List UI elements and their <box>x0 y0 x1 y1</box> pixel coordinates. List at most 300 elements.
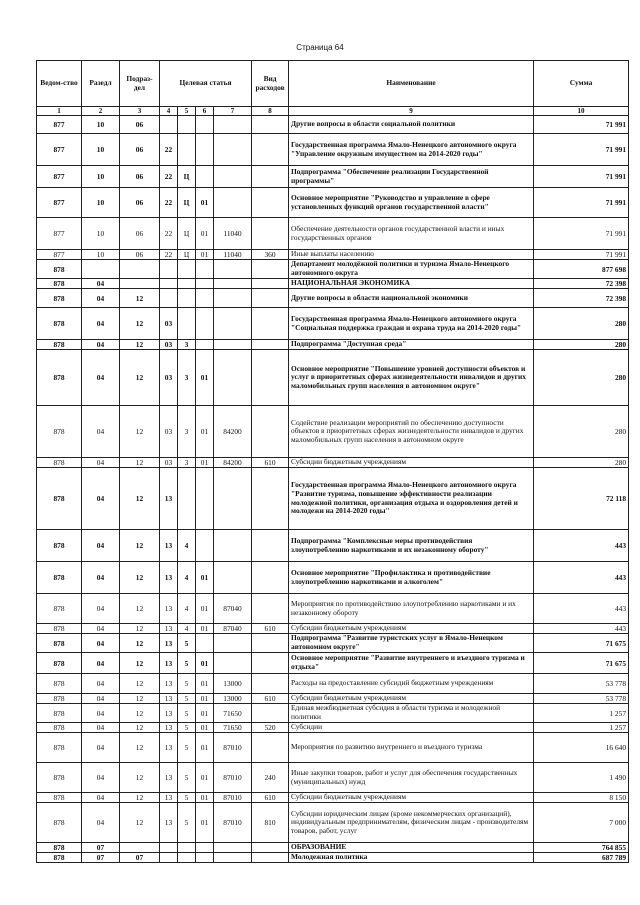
cell-sum: 280 <box>534 458 629 468</box>
cell-razdel: 04 <box>82 803 120 843</box>
cell-target-subprogram <box>178 134 196 166</box>
cell-target-direction <box>214 188 252 218</box>
column-number: 9 <box>289 107 534 116</box>
cell-name: ОБРАЗОВАНИЕ <box>289 843 534 853</box>
cell-razdel: 04 <box>82 468 120 530</box>
table-row <box>37 723 629 733</box>
table-row <box>37 733 629 763</box>
cell-name: Государственная программа Ямало-Ненецкого автономного округа "Социальная поддержка граждан и охрана труда на 2014-2020 годы" <box>289 308 534 340</box>
cell-vid-raskhodov: 810 <box>252 803 289 843</box>
cell-podrazdel: 12 <box>120 674 160 694</box>
cell-vedomstvo: 878 <box>37 803 82 843</box>
cell-sum: 7 000 <box>534 803 629 843</box>
cell-vid-raskhodov <box>252 634 289 653</box>
column-number: 1 <box>37 107 82 116</box>
cell-razdel: 04 <box>82 653 120 674</box>
cell-name: Другие вопросы в области социальной политики <box>289 116 534 134</box>
cell-target-direction: 13000 <box>214 674 252 694</box>
column-number: 6 <box>196 107 214 116</box>
cell-vedomstvo: 878 <box>37 704 82 723</box>
cell-name: Субсидии <box>289 723 534 733</box>
cell-sum: 71 675 <box>534 634 629 653</box>
cell-podrazdel: 06 <box>120 188 160 218</box>
cell-razdel: 10 <box>82 250 120 260</box>
cell-sum: 687 789 <box>534 853 629 863</box>
cell-podrazdel: 12 <box>120 723 160 733</box>
cell-sum: 1 490 <box>534 763 629 793</box>
cell-target-program: 22 <box>160 134 178 166</box>
table-row <box>37 350 629 406</box>
cell-target-program: 03 <box>160 458 178 468</box>
cell-vedomstvo: 878 <box>37 853 82 863</box>
cell-podrazdel: 06 <box>120 166 160 188</box>
cell-podrazdel: 12 <box>120 763 160 793</box>
cell-podrazdel: 12 <box>120 594 160 624</box>
cell-name: Основное мероприятие "Профилактика и противодействие злоупотреблению наркотиками и алкоголем" <box>289 562 534 594</box>
cell-target-event: 01 <box>196 188 214 218</box>
budget-table <box>36 60 629 863</box>
cell-podrazdel: 12 <box>120 803 160 843</box>
cell-target-subprogram: 5 <box>178 793 196 803</box>
cell-vedomstvo: 877 <box>37 134 82 166</box>
cell-razdel: 04 <box>82 763 120 793</box>
cell-sum: 877 698 <box>534 260 629 279</box>
cell-vid-raskhodov: 520 <box>252 723 289 733</box>
cell-podrazdel: 06 <box>120 218 160 250</box>
cell-sum: 72 398 <box>534 279 629 289</box>
cell-name: Субсидии юридическим лицам (кроме некоммерческих организаций), индивидуальным предпринимателям, физическим лицам - производителям товаров, работ, услуг <box>289 803 534 843</box>
cell-target-direction: 71650 <box>214 704 252 723</box>
cell-podrazdel: 12 <box>120 350 160 406</box>
cell-podrazdel: 12 <box>120 530 160 562</box>
header-target-article: Целевая статья <box>160 61 252 107</box>
table-row <box>37 704 629 723</box>
cell-target-direction <box>214 468 252 530</box>
cell-target-event: 01 <box>196 406 214 458</box>
cell-target-subprogram: 3 <box>178 406 196 458</box>
cell-name: Подпрограмма "Доступная среда" <box>289 340 534 350</box>
table-row <box>37 250 629 260</box>
cell-target-event: 01 <box>196 733 214 763</box>
cell-target-subprogram <box>178 468 196 530</box>
cell-target-direction: 84200 <box>214 406 252 458</box>
cell-target-direction: 84200 <box>214 458 252 468</box>
table-row <box>37 763 629 793</box>
table-row <box>37 308 629 340</box>
cell-target-event <box>196 134 214 166</box>
cell-target-subprogram: 5 <box>178 803 196 843</box>
cell-target-subprogram: 5 <box>178 763 196 793</box>
table-row <box>37 594 629 624</box>
cell-razdel: 04 <box>82 340 120 350</box>
cell-razdel: 04 <box>82 594 120 624</box>
cell-target-program <box>160 260 178 279</box>
cell-target-event: 01 <box>196 218 214 250</box>
cell-vedomstvo: 878 <box>37 289 82 308</box>
cell-target-event <box>196 468 214 530</box>
cell-vid-raskhodov: 360 <box>252 250 289 260</box>
cell-target-event <box>196 843 214 853</box>
cell-target-subprogram: 5 <box>178 694 196 704</box>
cell-target-direction <box>214 166 252 188</box>
cell-razdel: 07 <box>82 843 120 853</box>
cell-target-program: 13 <box>160 694 178 704</box>
cell-podrazdel <box>120 260 160 279</box>
cell-target-event <box>196 260 214 279</box>
cell-razdel: 10 <box>82 116 120 134</box>
cell-vedomstvo: 878 <box>37 458 82 468</box>
cell-vedomstvo: 878 <box>37 468 82 530</box>
cell-sum: 280 <box>534 340 629 350</box>
cell-vid-raskhodov <box>252 674 289 694</box>
cell-razdel: 04 <box>82 624 120 634</box>
cell-sum: 443 <box>534 530 629 562</box>
cell-vid-raskhodov <box>252 166 289 188</box>
cell-name: НАЦИОНАЛЬНАЯ ЭКОНОМИКА <box>289 279 534 289</box>
cell-target-program: 13 <box>160 562 178 594</box>
cell-target-event <box>196 279 214 289</box>
cell-target-direction <box>214 308 252 340</box>
cell-target-direction <box>214 653 252 674</box>
cell-target-subprogram: 3 <box>178 350 196 406</box>
cell-sum: 53 778 <box>534 674 629 694</box>
cell-sum: 443 <box>534 624 629 634</box>
page-number-label: Страница 64 <box>296 43 344 52</box>
cell-vedomstvo: 877 <box>37 188 82 218</box>
cell-razdel: 10 <box>82 218 120 250</box>
cell-sum: 71 991 <box>534 188 629 218</box>
cell-target-program <box>160 289 178 308</box>
cell-podrazdel: 12 <box>120 793 160 803</box>
cell-name: Расходы на предоставление субсидий бюджетным учреждениям <box>289 674 534 694</box>
cell-vid-raskhodov: 610 <box>252 793 289 803</box>
cell-target-direction: 87040 <box>214 594 252 624</box>
cell-name: Государственная программа Ямало-Ненецкого автономного округа "Развитие туризма, повышение эффективности реализации молодежной политики, организация отдыха и оздоровления детей и молодежи на 2014-2020 годы" <box>289 468 534 530</box>
cell-vedomstvo: 877 <box>37 166 82 188</box>
cell-vedomstvo: 878 <box>37 723 82 733</box>
table-row <box>37 166 629 188</box>
cell-target-direction: 87010 <box>214 733 252 763</box>
cell-vid-raskhodov <box>252 218 289 250</box>
cell-vid-raskhodov <box>252 562 289 594</box>
cell-podrazdel: 12 <box>120 340 160 350</box>
cell-vedomstvo: 877 <box>37 250 82 260</box>
cell-target-subprogram: Ц <box>178 188 196 218</box>
cell-vedomstvo: 877 <box>37 116 82 134</box>
cell-podrazdel <box>120 843 160 853</box>
cell-name: Основное мероприятие "Развитие внутреннего и въездного туризма и отдыха" <box>289 653 534 674</box>
cell-target-subprogram <box>178 116 196 134</box>
cell-razdel: 10 <box>82 166 120 188</box>
cell-podrazdel: 12 <box>120 624 160 634</box>
cell-target-event: 01 <box>196 674 214 694</box>
cell-name: Подпрограмма "Развитие туристских услуг в Ямало-Ненецком автономном округе" <box>289 634 534 653</box>
cell-razdel: 07 <box>82 853 120 863</box>
cell-target-direction: 71650 <box>214 723 252 733</box>
cell-target-event <box>196 289 214 308</box>
cell-vid-raskhodov <box>252 340 289 350</box>
cell-sum: 764 855 <box>534 843 629 853</box>
cell-name: Содействие реализации мероприятий по обеспечению доступности объектов в приоритетных сферах жизнедеятельности инвалидов и других маломобильных групп населения в автономном округе <box>289 406 534 458</box>
cell-target-event: 01 <box>196 723 214 733</box>
cell-target-program: 13 <box>160 674 178 694</box>
cell-vedomstvo: 878 <box>37 624 82 634</box>
cell-target-subprogram: 5 <box>178 733 196 763</box>
cell-podrazdel: 12 <box>120 458 160 468</box>
cell-target-event <box>196 116 214 134</box>
cell-target-program <box>160 843 178 853</box>
cell-name: Мероприятия по развитию внутреннего и въездного туризма <box>289 733 534 763</box>
cell-vid-raskhodov <box>252 134 289 166</box>
cell-target-direction: 87010 <box>214 803 252 843</box>
cell-vid-raskhodov <box>252 406 289 458</box>
cell-vid-raskhodov <box>252 116 289 134</box>
table-row <box>37 279 629 289</box>
cell-vedomstvo: 878 <box>37 733 82 763</box>
cell-podrazdel: 12 <box>120 704 160 723</box>
cell-name: Подпрограмма "Комплексные меры противодействия злоупотреблению наркотиками и их незаконному обороту" <box>289 530 534 562</box>
cell-sum: 8 150 <box>534 793 629 803</box>
table-row <box>37 674 629 694</box>
cell-name: Основное мероприятие "Повышение уровней доступности объектов и услуг в приоритетных сферах жизнедеятельности инвалидов и других маломобильных групп населения в автономном округе" <box>289 350 534 406</box>
cell-name: Подпрограмма "Обеспечение реализации Государственной программы" <box>289 166 534 188</box>
cell-target-subprogram <box>178 289 196 308</box>
cell-sum: 280 <box>534 350 629 406</box>
cell-target-subprogram: Ц <box>178 250 196 260</box>
table-row <box>37 634 629 653</box>
cell-target-program: 13 <box>160 723 178 733</box>
cell-razdel: 10 <box>82 134 120 166</box>
cell-podrazdel: 12 <box>120 468 160 530</box>
cell-vedomstvo: 878 <box>37 793 82 803</box>
cell-razdel: 04 <box>82 723 120 733</box>
cell-vedomstvo: 878 <box>37 843 82 853</box>
cell-name: Иные закупки товаров, работ и услуг для обеспечения государственных (муниципальных) нужд <box>289 763 534 793</box>
cell-vedomstvo: 878 <box>37 562 82 594</box>
cell-target-event: 01 <box>196 704 214 723</box>
table-row <box>37 793 629 803</box>
cell-razdel: 04 <box>82 674 120 694</box>
cell-target-program: 13 <box>160 653 178 674</box>
cell-vedomstvo: 878 <box>37 653 82 674</box>
cell-target-event <box>196 166 214 188</box>
cell-vid-raskhodov <box>252 704 289 723</box>
cell-sum: 71 675 <box>534 653 629 674</box>
cell-target-direction: 87010 <box>214 763 252 793</box>
cell-name: Государственная программа Ямало-Ненецкого автономного округа "Управление окружным имуществом на 2014-2020 годы" <box>289 134 534 166</box>
cell-sum: 71 991 <box>534 218 629 250</box>
cell-vedomstvo: 878 <box>37 340 82 350</box>
cell-target-subprogram <box>178 843 196 853</box>
cell-target-direction <box>214 634 252 653</box>
header-razdel: Разедл <box>82 61 120 107</box>
cell-target-program: 03 <box>160 406 178 458</box>
cell-razdel: 04 <box>82 406 120 458</box>
cell-target-event <box>196 340 214 350</box>
cell-target-event: 01 <box>196 793 214 803</box>
cell-sum: 71 991 <box>534 166 629 188</box>
cell-podrazdel: 06 <box>120 250 160 260</box>
cell-target-subprogram: 5 <box>178 723 196 733</box>
cell-target-program <box>160 853 178 863</box>
cell-target-subprogram: 5 <box>178 653 196 674</box>
cell-vedomstvo: 878 <box>37 350 82 406</box>
column-number: 5 <box>178 107 196 116</box>
table-row <box>37 803 629 843</box>
table-row <box>37 694 629 704</box>
cell-razdel: 04 <box>82 279 120 289</box>
cell-target-event <box>196 853 214 863</box>
cell-vedomstvo: 878 <box>37 674 82 694</box>
cell-target-subprogram: 4 <box>178 562 196 594</box>
header-vid-raskhodov: Вид расходов <box>252 61 289 107</box>
cell-target-program: 13 <box>160 468 178 530</box>
cell-target-program: 13 <box>160 594 178 624</box>
cell-target-event: 01 <box>196 803 214 843</box>
cell-vid-raskhodov <box>252 279 289 289</box>
cell-target-subprogram: 3 <box>178 340 196 350</box>
table-row <box>37 406 629 458</box>
cell-name: Обеспечение деятельности органов государственной власти и иных государственных органов <box>289 218 534 250</box>
table-row <box>37 188 629 218</box>
cell-target-program: 13 <box>160 793 178 803</box>
cell-vid-raskhodov: 610 <box>252 458 289 468</box>
cell-vedomstvo: 878 <box>37 260 82 279</box>
cell-target-direction <box>214 843 252 853</box>
cell-target-subprogram: 5 <box>178 704 196 723</box>
cell-sum: 280 <box>534 308 629 340</box>
cell-target-event: 01 <box>196 763 214 793</box>
cell-target-program <box>160 116 178 134</box>
cell-razdel: 04 <box>82 562 120 594</box>
cell-target-event: 01 <box>196 458 214 468</box>
cell-target-program: 13 <box>160 763 178 793</box>
cell-target-event <box>196 308 214 340</box>
cell-razdel: 04 <box>82 530 120 562</box>
cell-vid-raskhodov: 240 <box>252 763 289 793</box>
cell-target-direction: 87040 <box>214 624 252 634</box>
table-row <box>37 340 629 350</box>
cell-target-subprogram <box>178 279 196 289</box>
column-number: 4 <box>160 107 178 116</box>
table-row <box>37 260 629 279</box>
column-number: 10 <box>534 107 629 116</box>
cell-target-event: 01 <box>196 250 214 260</box>
cell-razdel <box>82 260 120 279</box>
cell-podrazdel: 12 <box>120 562 160 594</box>
cell-target-subprogram: 5 <box>178 674 196 694</box>
cell-target-direction <box>214 340 252 350</box>
cell-target-program: 03 <box>160 308 178 340</box>
cell-vid-raskhodov <box>252 594 289 624</box>
cell-target-direction <box>214 853 252 863</box>
cell-target-subprogram: 4 <box>178 624 196 634</box>
cell-vid-raskhodov <box>252 350 289 406</box>
cell-target-event: 01 <box>196 624 214 634</box>
cell-razdel: 04 <box>82 694 120 704</box>
cell-razdel: 04 <box>82 733 120 763</box>
cell-vid-raskhodov <box>252 289 289 308</box>
cell-name: Субсидии бюджетным учреждениям <box>289 458 534 468</box>
cell-target-program: 03 <box>160 350 178 406</box>
cell-sum: 16 640 <box>534 733 629 763</box>
cell-podrazdel: 12 <box>120 694 160 704</box>
cell-target-direction <box>214 562 252 594</box>
cell-target-direction <box>214 350 252 406</box>
cell-podrazdel: 06 <box>120 134 160 166</box>
cell-target-event <box>196 530 214 562</box>
cell-vid-raskhodov: 610 <box>252 624 289 634</box>
cell-target-program: 03 <box>160 340 178 350</box>
cell-target-program: 13 <box>160 704 178 723</box>
cell-podrazdel: 12 <box>120 308 160 340</box>
cell-vedomstvo: 878 <box>37 694 82 704</box>
cell-vedomstvo: 878 <box>37 279 82 289</box>
cell-name: Единая межбюджетная субсидия в области туризма и молодежной политики <box>289 704 534 723</box>
cell-razdel: 04 <box>82 704 120 723</box>
cell-sum: 71 991 <box>534 134 629 166</box>
cell-target-direction: 87010 <box>214 793 252 803</box>
cell-target-subprogram <box>178 853 196 863</box>
cell-vid-raskhodov <box>252 843 289 853</box>
cell-sum: 71 991 <box>534 116 629 134</box>
cell-podrazdel: 12 <box>120 653 160 674</box>
cell-podrazdel: 12 <box>120 634 160 653</box>
column-number: 2 <box>82 107 120 116</box>
cell-target-direction <box>214 289 252 308</box>
cell-target-direction <box>214 530 252 562</box>
cell-vid-raskhodov <box>252 853 289 863</box>
cell-target-subprogram: Ц <box>178 166 196 188</box>
cell-target-event: 01 <box>196 594 214 624</box>
cell-name: Молодежная политика <box>289 853 534 863</box>
cell-target-direction: 11040 <box>214 218 252 250</box>
cell-sum: 72 118 <box>534 468 629 530</box>
cell-sum: 72 398 <box>534 289 629 308</box>
table-row <box>37 653 629 674</box>
cell-name: Субсидии бюджетным учреждениям <box>289 624 534 634</box>
column-number: 7 <box>214 107 252 116</box>
cell-podrazdel <box>120 279 160 289</box>
table-row <box>37 468 629 530</box>
cell-target-subprogram: 5 <box>178 634 196 653</box>
column-number-row <box>37 107 629 116</box>
cell-podrazdel: 12 <box>120 406 160 458</box>
cell-vedomstvo: 877 <box>37 218 82 250</box>
cell-vedomstvo: 878 <box>37 406 82 458</box>
cell-target-subprogram: 4 <box>178 594 196 624</box>
table-row <box>37 624 629 634</box>
cell-target-event: 01 <box>196 350 214 406</box>
cell-target-event: 01 <box>196 562 214 594</box>
cell-target-subprogram: Ц <box>178 218 196 250</box>
cell-vid-raskhodov <box>252 733 289 763</box>
cell-sum: 443 <box>534 562 629 594</box>
cell-name: Департамент молодёжной политики и туризма Ямало-Ненецкого автономного округа <box>289 260 534 279</box>
table-row <box>37 458 629 468</box>
cell-target-program: 22 <box>160 218 178 250</box>
cell-vedomstvo: 878 <box>37 308 82 340</box>
cell-name: Субсидии бюджетным учреждениям <box>289 793 534 803</box>
table-row <box>37 853 629 863</box>
cell-target-program: 22 <box>160 166 178 188</box>
cell-target-subprogram <box>178 308 196 340</box>
cell-name: Иные выплаты населению <box>289 250 534 260</box>
cell-sum: 71 991 <box>534 250 629 260</box>
cell-sum: 53 778 <box>534 694 629 704</box>
cell-razdel: 04 <box>82 350 120 406</box>
column-number: 3 <box>120 107 160 116</box>
